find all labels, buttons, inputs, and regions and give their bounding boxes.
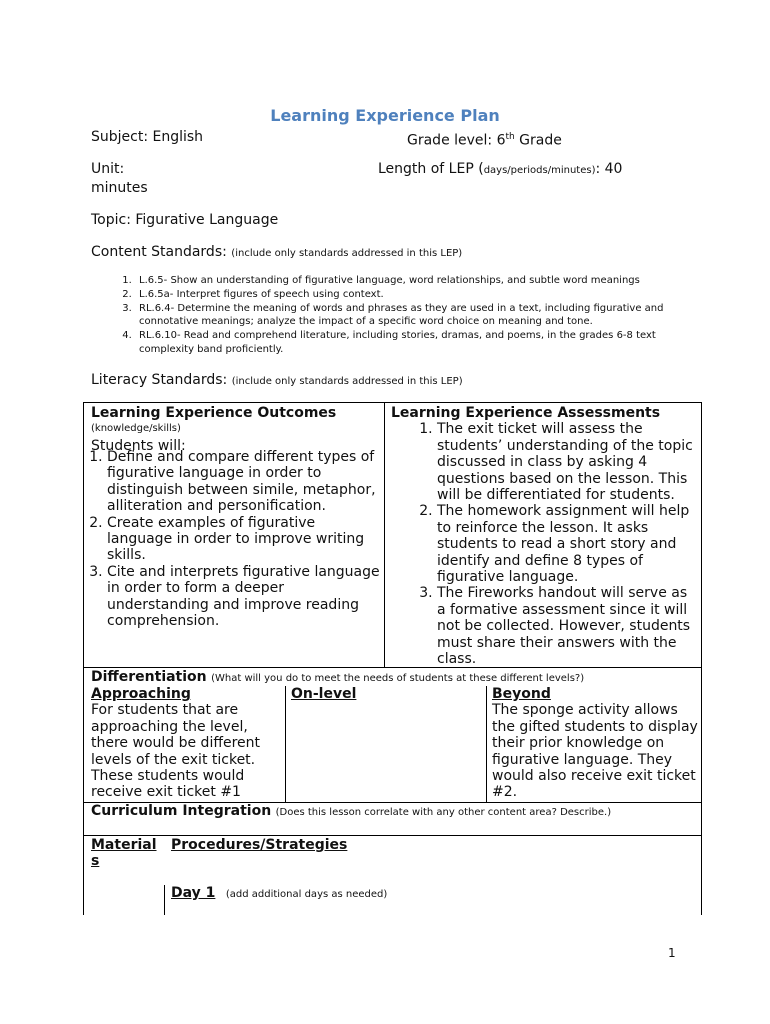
outcome-item: 1. Define and compare different types of figurative language in order to distinguish between simile, metaphor, alliteration and personification.: [107, 449, 381, 515]
content-standards-heading: [91, 244, 462, 262]
beyond-cell: [492, 686, 698, 801]
day-note: (add additional days as needed): [225, 889, 388, 900]
subject-line: Subject: English: [91, 129, 204, 145]
grade-sup: th: [505, 132, 515, 142]
assessments-cell: [391, 405, 697, 668]
content-standards-label: Content Standards:: [91, 244, 227, 260]
materials-heading: [91, 837, 161, 870]
approaching-cell: [91, 686, 281, 801]
lep-units: days/periods/minutes): [483, 165, 596, 176]
literacy-standards-heading: [91, 372, 463, 390]
diff-divider-2: [486, 686, 487, 802]
standard-item: 1. L.6.5- Show an understanding of figurative language, word relationships, and subtle word meanings: [135, 274, 695, 288]
unit-label: Unit:: [91, 161, 125, 177]
materials-label-b: s: [91, 853, 100, 870]
curriculum-label: Curriculum Integration: [91, 803, 272, 819]
standard-item: 3. RL.6.4- Determine the meaning of words and phrases as they are used in a text, including figurative and connotative meanings; analyze the impact of a specific word choice on meaning and tone.: [135, 302, 695, 330]
day-heading: [171, 885, 571, 903]
differentiation-heading: [91, 669, 697, 687]
grade-level: [407, 129, 562, 149]
content-standards-list: [110, 274, 695, 357]
beyond-text: The sponge activity allows the gifted students to display their prior knowledge on figurative language. They would also receive exit ticket #2.: [492, 702, 698, 801]
diff-divider-1: [285, 686, 286, 802]
content-standards-note: (include only standards addressed in this LEP): [231, 248, 463, 259]
assessment-item: 3. The Fireworks handout will serve as a formative assessment since it will not be collected. However, students must share their answers with the class.: [437, 585, 697, 667]
assessments-header: Learning Experience Assessments: [391, 405, 661, 421]
standard-item: 2. L.6.5a- Interpret figures of speech using context.: [135, 288, 695, 302]
outcomes-list: [83, 449, 381, 629]
differentiation-label: Differentiation: [91, 669, 207, 685]
assessment-item: 2. The homework assignment will help to reinforce the lesson. It asks students to read a short story and identify and define 8 types of figurative language.: [437, 503, 697, 585]
grade-prefix: Grade level: 6: [407, 132, 506, 149]
outcomes-cell: [91, 405, 381, 454]
approaching-text: For students that are approaching the level, there would be different levels of the exit ticket. These students would receive exit ticket #1: [91, 702, 261, 801]
onlevel-label: On-level: [291, 686, 357, 702]
outcome-item: 2. Create examples of figurative language in order to improve writing skills.: [107, 515, 381, 564]
day-divider: [164, 885, 165, 915]
lep-value: : 40: [595, 161, 623, 177]
curriculum-note: (Does this lesson correlate with any other content area? Describe.): [275, 807, 612, 818]
lesson-table: [83, 402, 702, 915]
approaching-label: Approaching: [91, 686, 191, 702]
onlevel-cell: [291, 686, 481, 702]
topic-line: Topic: Figurative Language: [91, 212, 279, 228]
differentiation-note: (What will you do to meet the needs of students at these different levels?): [211, 673, 585, 684]
literacy-standards-label: Literacy Standards:: [91, 372, 228, 388]
grade-suffix: Grade: [514, 132, 562, 149]
assessment-item: 1. The exit ticket will assess the students’ understanding of the topic discussed in class by asking 4 questions based on the lesson. This will be differentiated for students.: [437, 421, 697, 503]
page-title: Learning Experience Plan: [270, 106, 500, 125]
outcomes-lead: Students will:: [91, 437, 186, 454]
procedures-heading: [171, 837, 471, 853]
curriculum-heading: [91, 803, 697, 821]
lep-unit-cont: minutes: [91, 180, 148, 196]
lep-length: [378, 161, 622, 179]
outcome-item: 3. Cite and interprets figurative language in order to form a deeper understanding and improve reading comprehension.: [107, 564, 381, 630]
row-divider-3: [83, 835, 702, 836]
standard-item: 4. RL.6.10- Read and comprehend literature, including stories, dramas, and poems, in the grades 6-8 text complexity band proficiently.: [135, 329, 695, 357]
procedures-label: Procedures/Strategies: [171, 837, 348, 853]
beyond-label: Beyond: [492, 686, 551, 702]
page-number: 1: [668, 946, 676, 960]
outcomes-divider: [384, 403, 385, 667]
literacy-standards-note: (include only standards addressed in this LEP): [231, 376, 463, 387]
lep-prefix: Length of LEP (: [378, 161, 484, 177]
table-border-right: [701, 403, 702, 915]
day-label: Day 1: [171, 885, 216, 901]
materials-label-a: Material: [91, 837, 157, 853]
outcomes-sub: (knowledge/skills): [91, 423, 181, 435]
outcomes-header: Learning Experience Outcomes: [91, 405, 337, 421]
assessments-list: [391, 421, 697, 667]
outcomes-list-cell: [83, 449, 381, 629]
